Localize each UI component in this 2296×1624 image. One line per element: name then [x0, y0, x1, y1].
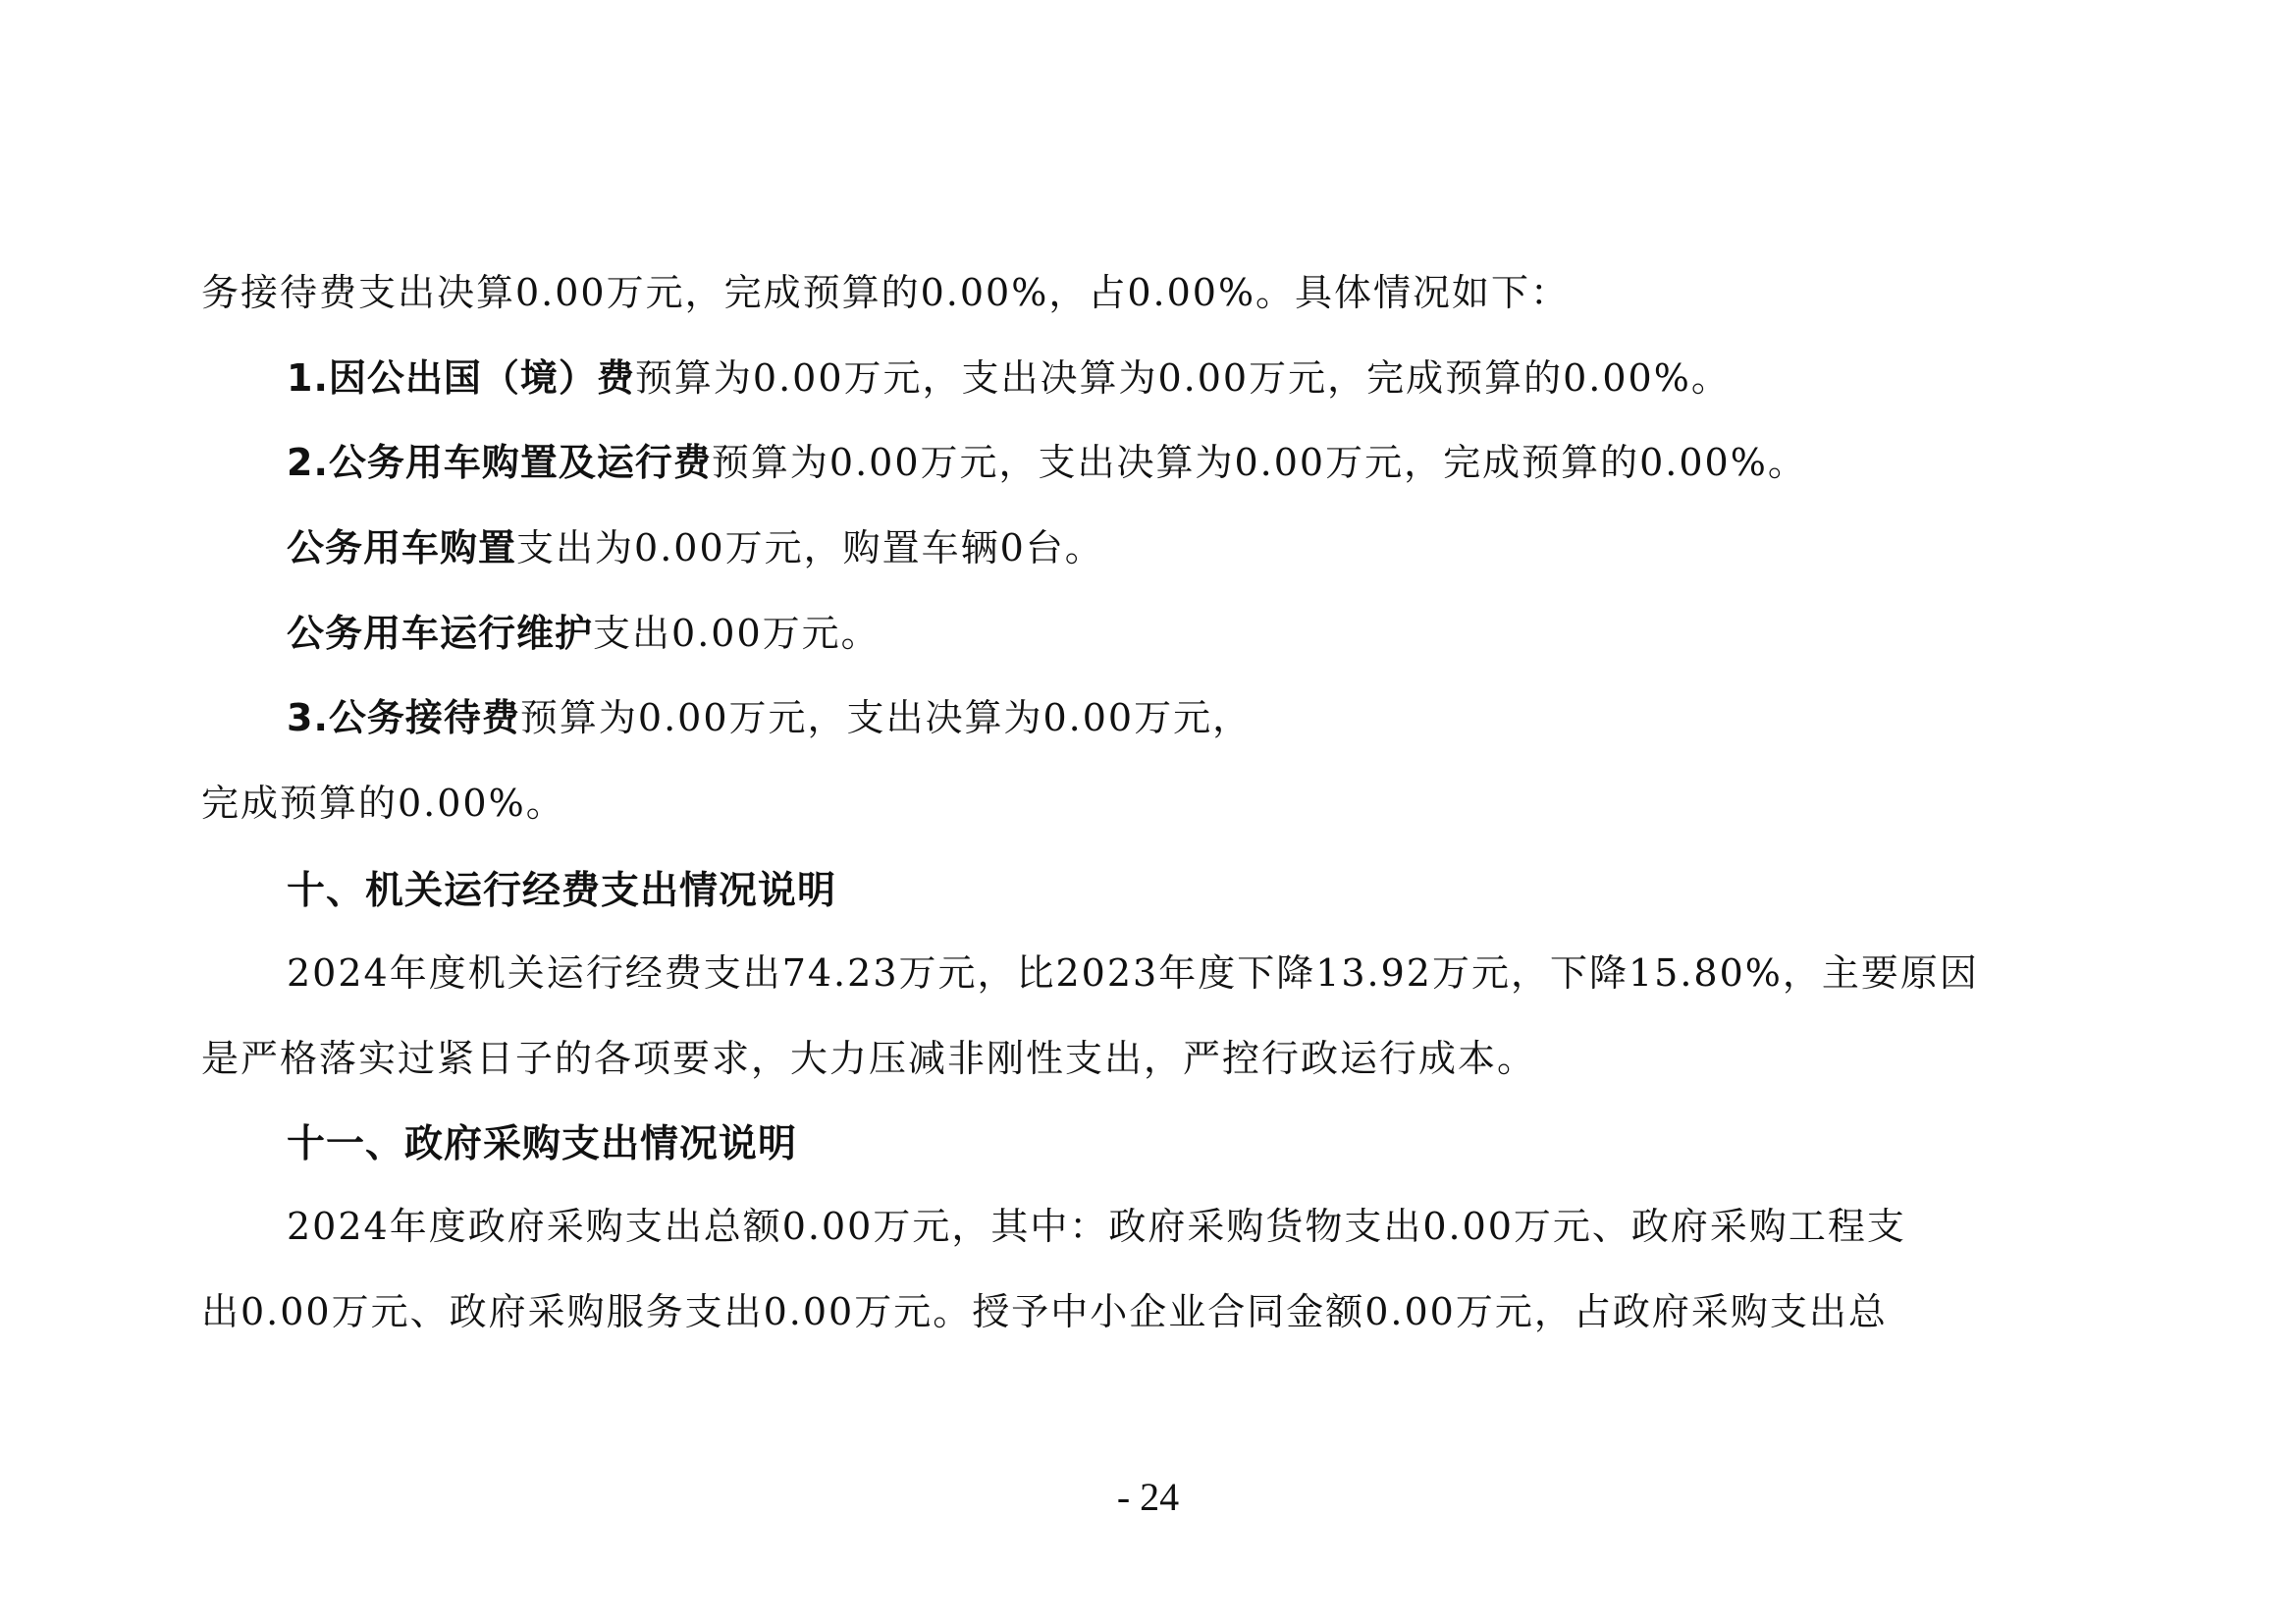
- section-heading-operating-expenses: 十、机关运行经费支出情况说明: [287, 869, 837, 913]
- item-official-vehicles: [287, 438, 1807, 487]
- item-text: 支出为0.00万元，购置车辆0台。: [516, 526, 1104, 569]
- item-official-reception: [287, 693, 1252, 742]
- item-official-reception-continuation: [201, 779, 565, 828]
- item-text: 预算为0.00万元，支出决算为0.00万元，完成预算的0.00%。: [711, 441, 1807, 484]
- paragraph-text: 出0.00万元、政府采购服务支出0.00万元。授予中小企业合同金额0.00万元，占政府采购支出总: [201, 1290, 1888, 1333]
- item-text: 预算为0.00万元，支出决算为0.00万元，完成预算的0.00%。: [634, 356, 1731, 400]
- paragraph-text: 务接待费支出决算0.00万元，完成预算的0.00%，占0.00%。具体情况如下：: [201, 271, 1571, 314]
- paragraph-operating-expenses-line1: [287, 948, 1979, 998]
- paragraph-procurement-line2: [201, 1287, 1888, 1336]
- paragraph-procurement-line1: [287, 1202, 1906, 1251]
- item-overseas-travel: [287, 353, 1731, 403]
- page-number: - 24: [1116, 1475, 1180, 1519]
- item-vehicle-maintenance: [287, 609, 881, 658]
- paragraph-text: 2024年度政府采购支出总额0.00万元，其中：政府采购货物支出0.00万元、政府采购工程支: [287, 1205, 1906, 1248]
- paragraph-operating-expenses-line2: [201, 1034, 1536, 1083]
- paragraph-text: 2024年度机关运行经费支出74.23万元，比2023年度下降13.92万元，下降15.80%，主要原因: [287, 951, 1979, 995]
- paragraph-text: 是严格落实过紧日子的各项要求，大力压减非刚性支出，严控行政运行成本。: [201, 1037, 1537, 1080]
- item-label: 2.公务用车购置及运行费: [287, 441, 712, 484]
- item-text: 支出0.00万元。: [593, 612, 881, 655]
- item-text: 预算为0.00万元，支出决算为0.00万元，: [519, 696, 1253, 739]
- item-label: 3.公务接待费: [287, 696, 520, 739]
- item-label: 1.因公出国（境）费: [287, 356, 635, 400]
- item-vehicle-purchase: [287, 523, 1104, 572]
- item-label: 公务用车购置: [287, 526, 517, 569]
- item-label: 公务用车运行维护: [287, 612, 594, 655]
- section-heading-government-procurement: 十一、政府采购支出情况说明: [287, 1122, 798, 1166]
- paragraph-intro: [201, 268, 1570, 317]
- paragraph-text: 完成预算的0.00%。: [201, 782, 565, 825]
